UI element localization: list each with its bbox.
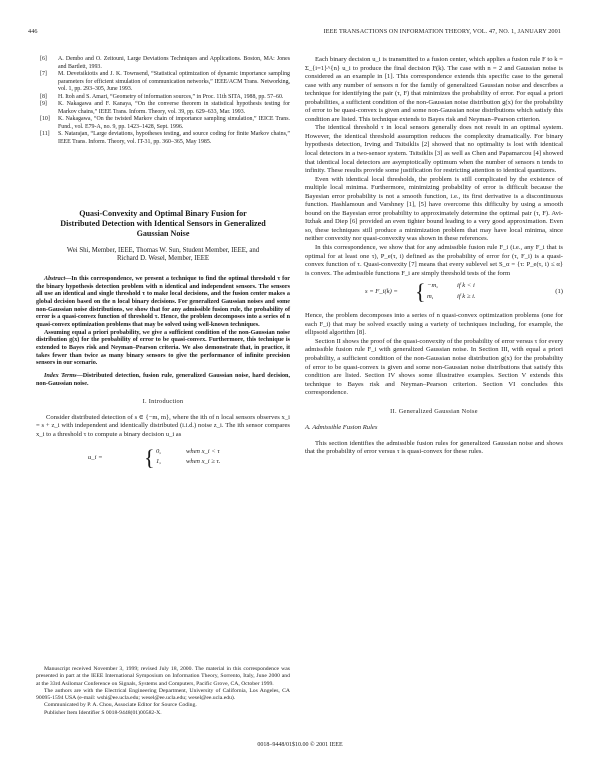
- footnote: [36, 666, 290, 717]
- footnote-paragraph: Manuscript received November 3, 1999; revised July 18, 2000. The material in this correspondence was presented in part at the IEEE International Symposium on Information Theory, Sorrento, Italy, June 2000 and at the 33rd Asilomar Conference on Signals, Systems and Computers, Pacific Grove, CA, October 1999.: [36, 666, 290, 687]
- index-terms: [36, 373, 290, 388]
- author-line: Wei Shi, Member, IEEE, Thomas W. Sun, Student Member, IEEE, and: [66, 246, 260, 254]
- left-column: [36, 56, 290, 474]
- right-column: [305, 56, 563, 457]
- equation-case: −m,: [427, 282, 438, 290]
- fusion-rule-equation: [305, 280, 563, 306]
- reference-text: H. Itoh and S. Amari, “Geometry of information sources,” in Proc. 11th SITA, 1988, pp. 57–60.: [58, 93, 284, 100]
- reference-item: [36, 116, 290, 131]
- reference-text: M. Devetsikiotis and J. K. Townsend, “Statistical optimization of dynamic importance sampling parameters for efficient simulation of communication networks,” IEEE/ACM Trans. Networking, vol. 1, pp. 293–305, June 1993.: [58, 71, 290, 93]
- equation-condition: if k ≥ i.: [457, 293, 476, 301]
- index-terms-text: Distributed detection, fusion rule, generalized Gaussian noise, hard decision, non-Gaussian noise.: [36, 373, 290, 387]
- equation-lhs: s = F_i(k) =: [365, 288, 398, 296]
- section-heading: I. Introduction: [142, 398, 184, 406]
- copyright-footer: 0018–9448/01$10.00 © 2001 IEEE: [257, 742, 343, 748]
- reference-item: [36, 131, 290, 146]
- body-paragraph: This section identifies the admissible fusion rules for generalized Gaussian noise and shows that the probability of error versus τ is quasi-convex for these rules.: [305, 439, 563, 456]
- equation-lhs: u_i =: [88, 453, 103, 461]
- author-line: Richard D. Wesel, Member, IEEE: [116, 255, 210, 263]
- body-paragraph: Even with identical local thresholds, the problem is still complicated by the existence of multiple local minima. Furthermore, minimizing probability of error is difficult because the Bayesian error probability is not a smooth function, i.e., its first derivative is a discontinuous function. Hashlamoun and Varshney [1], [5] have overcome this difficulty by using a smooth bound on the Bayesian error probability to approximately determine the optimal pair (τ, F). Avi-Itzhak and Diep [6] provided an even tighter bound leading to a very good approximation. Even so, these techniques still produce a minimization problem that may have local minima, since neither convexity nor quasi-convexity was shown in these references.: [305, 175, 563, 243]
- reference-text: K. Nakagawa, “On the twisted Markov chain of importance sampling simulation,” IEICE Trans. Fund., vol. E79-A, no. 9, pp. 1423–1428, Sept. 1996.: [58, 116, 290, 130]
- footnote-paragraph: Publisher Item Identifier S 0018-9448(01)00582-X.: [44, 709, 162, 716]
- equation-case: 0,: [156, 447, 161, 455]
- running-header: IEEE TRANSACTIONS ON INFORMATION THEORY, VOL. 47, NO. 1, JANUARY 2001: [323, 28, 561, 35]
- reference-item: [36, 71, 290, 94]
- body-paragraph: Section II shows the proof of the quasi-convexity of the probability of error versus τ for every admissible fusion rule F_i with generalized Gaussian noise. In Section III, with equal a priori probability, a sufficient condition of the non-Gaussian noise distribution g(x) for the probability of error to be quasi-convex is given and some non-Gaussian noise distributions that satisfy this condition are listed. Section IV shows some illustrative examples. Section V extends this technique to Bayes risk and Neyman–Pearson criterion. Section VI concludes this correspondence.: [305, 337, 563, 397]
- decision-equation: [36, 446, 290, 468]
- footnote-paragraph: Communicated by P. A. Chou, Associate Editor for Source Coding.: [44, 702, 197, 709]
- footnote-paragraph: The authors are with the Electrical Engineering Department, University of California, Los Angeles, CA 90095-1594 USA (e-mail: wshi@ee.ucla.edu; wesel@ee.ucla.edu; wesel@ee.ucla.edu).: [36, 687, 290, 702]
- equation-brace: {: [415, 279, 426, 305]
- title-line: Gaussian Noise: [136, 228, 190, 238]
- equation-condition: when x_i ≥ τ.: [186, 457, 221, 465]
- reference-number: [9]: [40, 101, 47, 108]
- reference-number: [11]: [40, 131, 50, 138]
- intro-paragraph: Consider distributed detection of s ∈ {−m, m}, where the ith of n local sensors observes x_i = s + z_i with independent and identically distributed (i.i.d.) noise z_i. The ith sensor compares x_i to a threshold τ to compute a binary decision u_i as: [36, 413, 290, 438]
- reference-list: [36, 56, 290, 147]
- subsection-heading: A. Admissible Fusion Rules: [305, 424, 378, 432]
- reference-number: [8]: [40, 93, 47, 100]
- reference-item: [36, 101, 290, 116]
- reference-number: [7]: [40, 71, 47, 78]
- page-number: 446: [28, 28, 38, 35]
- reference-item: [36, 56, 290, 71]
- equation-condition: when x_i < τ: [186, 447, 220, 455]
- reference-number: [10]: [40, 116, 50, 123]
- title-line: Quasi-Convexity and Optimal Binary Fusion for: [79, 208, 247, 218]
- body-paragraph: In this correspondence, we show that for any admissible fusion rule F_i (i.e., any F_i that is optimal for at least one τ), P_e(τ, i) defined as the probability of error for (τ, F_i) is a quasi-convex function of τ. Quasi-convexity [7] means that every sublevel set S_α = {τ: P_e(τ, i) ≤ α} is convex. The admissible functions F_i are simply threshold tests of the form: [305, 244, 563, 277]
- abstract-paragraph: [36, 276, 290, 330]
- equation-number: (1): [555, 288, 563, 296]
- equation-case: 1,: [156, 457, 161, 465]
- body-paragraph: Each binary decision u_i is transmitted to a fusion center, which applies a fusion rule F to k = Σ_{i=1}^{n} u_i to produce the final decision F(k). The case with n = 2 and Gaussian noise is considered as an example in [1]. This correspondence extends this specific case to the general case with any number of sensors n for the family of generalized Gaussian noise and describes a technique for identifying the pair (τ, F) that minimizes the probability of error. For equal a priori probabilities, a sufficient condition of the non-Gaussian noise distribution g(x) for the probability of error to be quasi-convex is given and some non-Gaussian noise distributions which satisfy this condition are listed. This technique extends to Bayes risk and Neyman–Pearson criterion.: [305, 56, 563, 123]
- equation-brace: {: [144, 444, 155, 470]
- index-terms-label: Index Terms—: [44, 373, 83, 380]
- author-list: [36, 247, 290, 265]
- abstract: [36, 276, 290, 388]
- article-title: [36, 209, 290, 239]
- section-heading: II. Generalized Gaussian Noise: [390, 407, 478, 415]
- reference-text: A. Dembo and O. Zeitouni, Large Deviations Techniques and Applications. Boston, MA: Jones and Bartlett, 1993.: [58, 56, 290, 70]
- reference-text: S. Natarajan, “Large deviations, hypotheses testing, and source coding for finite Markov chains,” IEEE Trans. Inform. Theory, vol. IT-31, pp. 360–365, May 1985.: [58, 131, 290, 146]
- equation-condition: if k < i: [457, 282, 475, 290]
- reference-text: K. Nakagawa and F. Kanaya, “On the converse theorem in statistical hypothesis testing for Markov chains,” IEEE Trans. Inform. Theory, vol. 39, pp. 629–633, Mar. 1993.: [58, 101, 290, 115]
- body-paragraph: The identical threshold τ in local sensors generally does not result in an optimal system. However, the identical threshold assumption reduces the complexity dramatically. For binary hypothesis detection, Irving and Tsitsiklis [2] showed that no optimality is lost with identical local detectors in a two-sensor system. Tsitsiklis [3] as well as Chen and Papamarcou [4] showed that identical local detectors are asymptotically optimum when the number of sensors n tends to infinity. These results provide some justification for restricting attention to identical quantizers.: [305, 124, 563, 175]
- body-paragraph: Hence, the problem decomposes into a series of n quasi-convex optimization problems (one for each F_i) that may be solved exactly using a variety of techniques including, for example, the ellipsoid algorithm [8].: [305, 312, 563, 337]
- reference-number: [6]: [40, 56, 47, 62]
- abstract-paragraph: Assuming equal a priori probability, we give a sufficient condition of the non-Gaussian noise distribution g(x) for the probability of error to be quasi-convex. Furthermore, this technique is extended to Bayes risk and Neyman–Pearson criteria. We also demonstrate that, in practice, it takes fewer than twice as many binary sensors to give the performance of infinite precision sensors in our scenario.: [36, 329, 290, 367]
- abstract-label: Abstract—: [44, 276, 72, 283]
- abstract-text: In this correspondence, we present a technique to find the optimal threshold τ for the binary hypothesis detection problem with n identical and independent sensors. The sensors all use an identical and single threshold τ to make local decisions, and the fusion center makes a global decision based on the n local binary decisions. For generalized Gaussian noises and some non-Gaussian noise distributions, we show that for any admissible fusion rule, the probability of error is a quasi-convex function of threshold τ. Hence, the problem decomposes into a series of n quasi-convex optimization problems that may be solved using well-known techniques.: [36, 276, 290, 329]
- equation-case: m,: [427, 293, 434, 301]
- title-line: Distributed Detection with Identical Sensors in Generalized: [60, 218, 266, 228]
